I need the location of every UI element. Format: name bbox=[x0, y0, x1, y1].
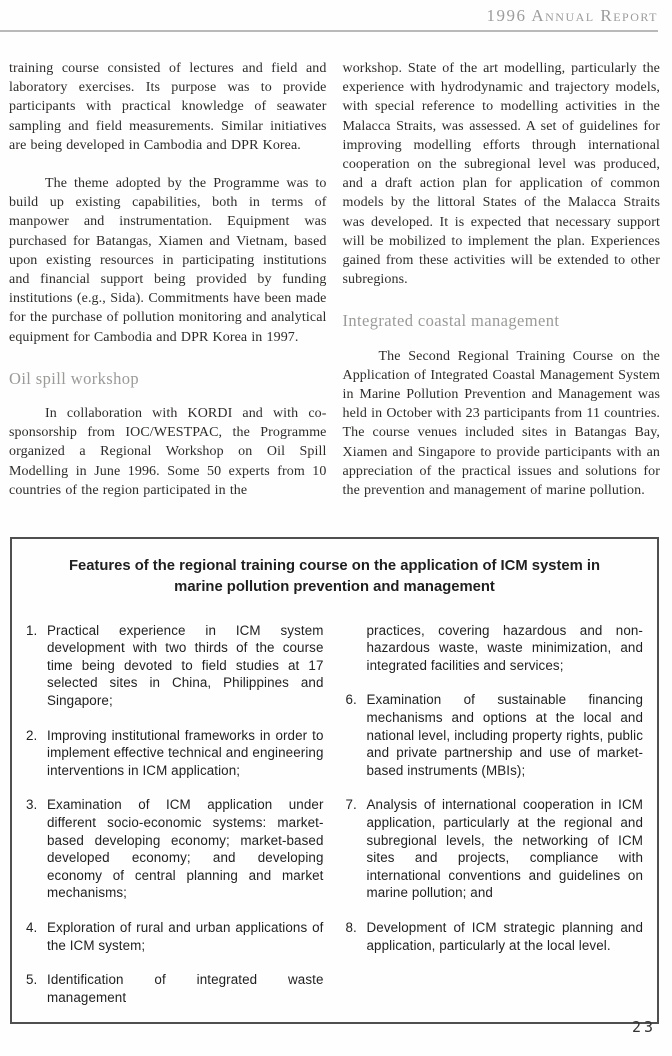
paragraph-oil-spill-workshop: In collaboration with KORDI and with co-sponsorship from IOC/WESTPAC, the Programme organized a Regional Workshop on Oil Spill Modelling in June 1996. Some 50 experts from 10 countries of the region participated in the bbox=[9, 406, 327, 498]
list-item-5-continuation bbox=[346, 622, 644, 675]
list-item-number: 7. bbox=[345, 797, 357, 813]
list-item-3 bbox=[26, 796, 324, 902]
page-header bbox=[0, 0, 672, 32]
list-item-text: Examination of sustainable financing mechanisms and options at the local and national level, including property rights, public and private partnership and use of market-based instruments (MBIs); bbox=[366, 692, 643, 778]
right-column bbox=[343, 59, 661, 500]
list-item-number: 6. bbox=[345, 692, 357, 708]
list-item-number: 2. bbox=[26, 727, 38, 743]
list-item-5 bbox=[26, 971, 324, 1006]
feature-box bbox=[10, 537, 659, 1024]
list-item-6 bbox=[346, 691, 644, 779]
page-number: 23 bbox=[631, 1018, 656, 1036]
list-item-4 bbox=[26, 919, 324, 954]
left-column bbox=[9, 59, 327, 500]
list-item-number: 4. bbox=[26, 919, 38, 935]
report-header-title: 1996 Annual Report bbox=[486, 6, 658, 25]
paragraph-programme-theme: The theme adopted by the Programme was to build up existing capabilities, both in terms of manpower and instrumentation. Equipment was purchased for Batangas, Xiamen and Vietnam, based upon existing resources in participating institutions and financial support being provided by funding institutions (e.g., Sida). Commitments have been made for the purchase of pollution monitoring and analytical equipment for Cambodia and DPR Korea in 1997. bbox=[9, 176, 327, 345]
list-item-number: 3. bbox=[26, 797, 38, 813]
list-item-text: Improving institutional frameworks in order to implement effective technical and engineering interventions in ICM application; bbox=[47, 727, 324, 778]
list-item-number: 1. bbox=[26, 622, 38, 638]
list-item-number: 5. bbox=[26, 972, 38, 988]
list-item-7 bbox=[346, 796, 644, 902]
feature-box-title: Features of the regional training course on the application of ICM system in marine pollution prevention and management bbox=[68, 558, 601, 595]
list-item-text: Practical experience in ICM system development with two thirds of the course time being devoted to field studies at 17 selected sites in China, Philippines and Singapore; bbox=[47, 622, 324, 709]
article-body bbox=[0, 32, 672, 500]
section-heading-oil-spill-workshop: Oil spill workshop bbox=[9, 368, 140, 388]
list-item-text: Exploration of rural and urban applications of the ICM system; bbox=[47, 919, 324, 953]
list-item-text: Development of ICM strategic planning and application, particularly at the local level. bbox=[366, 919, 643, 953]
feature-box-left-column bbox=[26, 622, 324, 1007]
paragraph-icm-training-course: The Second Regional Training Course on the Application of Integrated Coastal Management System in Marine Pollution Prevention and Management was held in October with 23 participants from 11 countries. The course venues included sites in Batangas Bay, Xiamen and Singapore to provide participants with an appreciation of the practical issues and solutions for the prevention and management of marine pollution. bbox=[342, 348, 660, 499]
header-divider-rule bbox=[0, 30, 658, 32]
section-heading-integrated-coastal-management: Integrated coastal management bbox=[342, 311, 560, 331]
list-item-text: Identification of integrated waste management bbox=[47, 972, 324, 1005]
list-item-number: 8. bbox=[345, 919, 357, 935]
list-item-text: Analysis of international cooperation in ICM application, particularly at the regional and subregional levels, the networking of ICM sites and projects, compliance with international conventions and guidelines on marine pollution; and bbox=[366, 797, 643, 901]
list-item-text: practices, covering hazardous and non-hazardous waste, waste minimization, and integrated facilities and services; bbox=[366, 622, 643, 673]
list-item-number bbox=[346, 622, 367, 675]
list-item-1 bbox=[26, 622, 324, 710]
feature-box-columns bbox=[26, 622, 643, 1007]
paragraph-workshop-modelling: workshop. State of the art modelling, particularly the experience with hydrodynamic and trajectory models, with special reference to modelling activities in the Malacca Straits, was assessed. A set of guidelines for improving modelling efforts through international cooperation on the subregional level was produced, and a draft action plan for application of common models by the littoral States of the Malacca Straits was developed. It is expected that necessary support will be mobilized to implement the plan. Experiences gained from these activities will be extended to other subregions. bbox=[342, 61, 660, 288]
list-item-text: Examination of ICM application under different socio-economic systems: market-based developing economy; market-based developed economy; and developing economy of central planning and market mechanisms; bbox=[47, 797, 324, 901]
paragraph-training-course: training course consisted of lectures and field and laboratory exercises. Its purpose was to provide participants with practical knowledge of seawater sampling and field measurements. Similar initiatives are being developed in Cambodia and DPR Korea. bbox=[9, 61, 327, 153]
list-item-8 bbox=[346, 919, 644, 954]
feature-box-right-column bbox=[346, 622, 644, 1007]
list-item-2 bbox=[26, 727, 324, 780]
